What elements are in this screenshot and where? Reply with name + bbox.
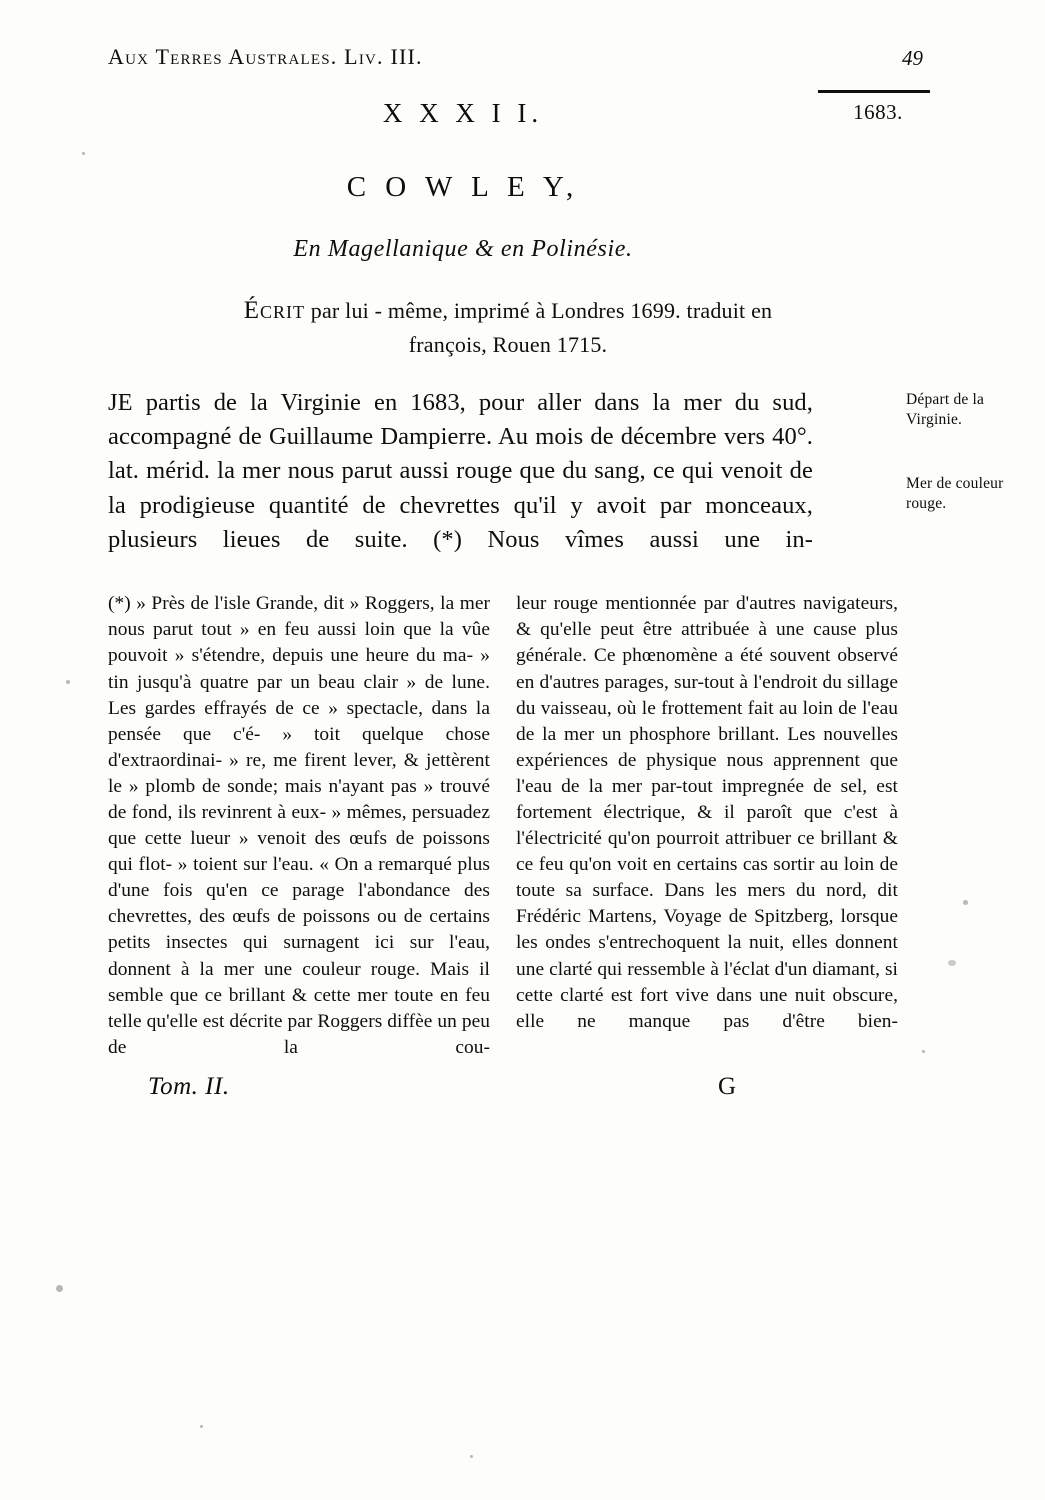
chapter-author: C O W L E Y, [346, 171, 580, 203]
year-label: 1683. [853, 100, 903, 124]
horizontal-rule [818, 90, 930, 93]
chapter-subtitle: En Magellanique & en Polinésie. [293, 236, 633, 262]
body-paragraph: JE partis de la Virginie en 1683, pour aller dans la mer du sud, accompagné de Guillaume Dampierre. Au mois de décembre vers 40°. lat. mérid. la mer nous parut aussi rouge que du sang, ce qui venoit de la prodigieuse quantité de chevrettes qu'il y avoit par monceaux, plusieurs lieues de suite. (*) Nous vîmes aussi une in- [108, 388, 813, 553]
imprint-smallcaps: Écrit [243, 297, 306, 324]
foot-line [108, 1073, 898, 1107]
paper-speckle [922, 1050, 925, 1053]
volume-marker: Tom. II. [148, 1072, 230, 1100]
imprint-line-1: par lui - même, imprimé à Londres 1699. traduit en [310, 298, 773, 323]
imprint-line-2: françois, Rouen 1715. [408, 331, 608, 357]
paper-speckle [56, 1285, 63, 1292]
paper-speckle [948, 960, 956, 966]
paper-speckle [66, 680, 70, 684]
page-number: 49 [902, 46, 923, 70]
running-head-title: Aux Terres Australes. Liv. III. [108, 44, 423, 69]
body-section [108, 386, 1004, 557]
page-content [108, 44, 1004, 1107]
paper-speckle [963, 900, 968, 905]
paper-speckle [200, 1425, 203, 1428]
year-margin-block [818, 90, 938, 125]
imprint-block [108, 293, 908, 360]
signature-marker: G [718, 1072, 737, 1100]
marginal-note-red-sea: Mer de couleur rouge. [906, 474, 1004, 512]
paper-speckle [470, 1455, 473, 1458]
marginal-note-departure: Départ de la Virginie. [906, 390, 985, 428]
paper-speckle [82, 152, 85, 155]
running-head [108, 44, 923, 84]
footnote-column-left: (*) » Près de l'isle Grande, dit » Roggers, la mer nous parut tout » en feu aussi loin que la vûe pouvoit » s'étendre, depuis une heure du ma- » tin jusqu'à quatre par un beau clair » de lune. Les gardes effrayés de ce » spectacle, dans la pensée que c'é- » toit quelque chose d'extraordinai- » re, me firent lever, & jettèrent le » plomb de sonde; mais n'ayant pas » trouvé de fond, ils revinrent à eux- » mêmes, persuadez que cette lueur » venoit des œufs de poissons qui flot- » toient sur l'eau. « On a remarqué plus d'une fois qu'en ce parage l'abondance des chevrettes, des œufs de poissons ou de certains petits insectes qui surnagent ici sur l'eau, donnent à la mer une couleur rouge. Mais il semble que ce brillant & cette mer toute en feu telle qu'elle est décrite par Roggers diffèe un peu de la cou- [108, 593, 490, 1058]
chapter-number: X X X I I. [382, 98, 544, 128]
footnote-block [108, 591, 898, 1061]
footnote-column-right: leur rouge mentionnée par d'autres navigateurs, & qu'elle peut être attribuée à une cause plus générale. Ce phœnomène a été souvent observé en d'autres parages, sur-tout à l'endroit du sillage du vaisseau, où le frottement fait au loin de l'eau de la mer un phosphore brillant. Les nouvelles expériences de physique nous apprennent que l'eau de la mer par-tout impregnée de sel, est fortement électrique, & il paroît que c'est à l'électricité qu'on pourroit attribuer ce brillant & ce feu qu'on voit en certains cas sortir au loin de toute sa surface. Dans les mers du nord, dit Frédéric Martens, Voyage de Spitzberg, lorsque les ondes s'entrechoquent la nuit, elles donnent une clarté qui ressemble à l'éclat d'un diamant, si cette clarté est fort vive dans une nuit obscure, elle ne manque pas d'être bien- [516, 593, 898, 1032]
